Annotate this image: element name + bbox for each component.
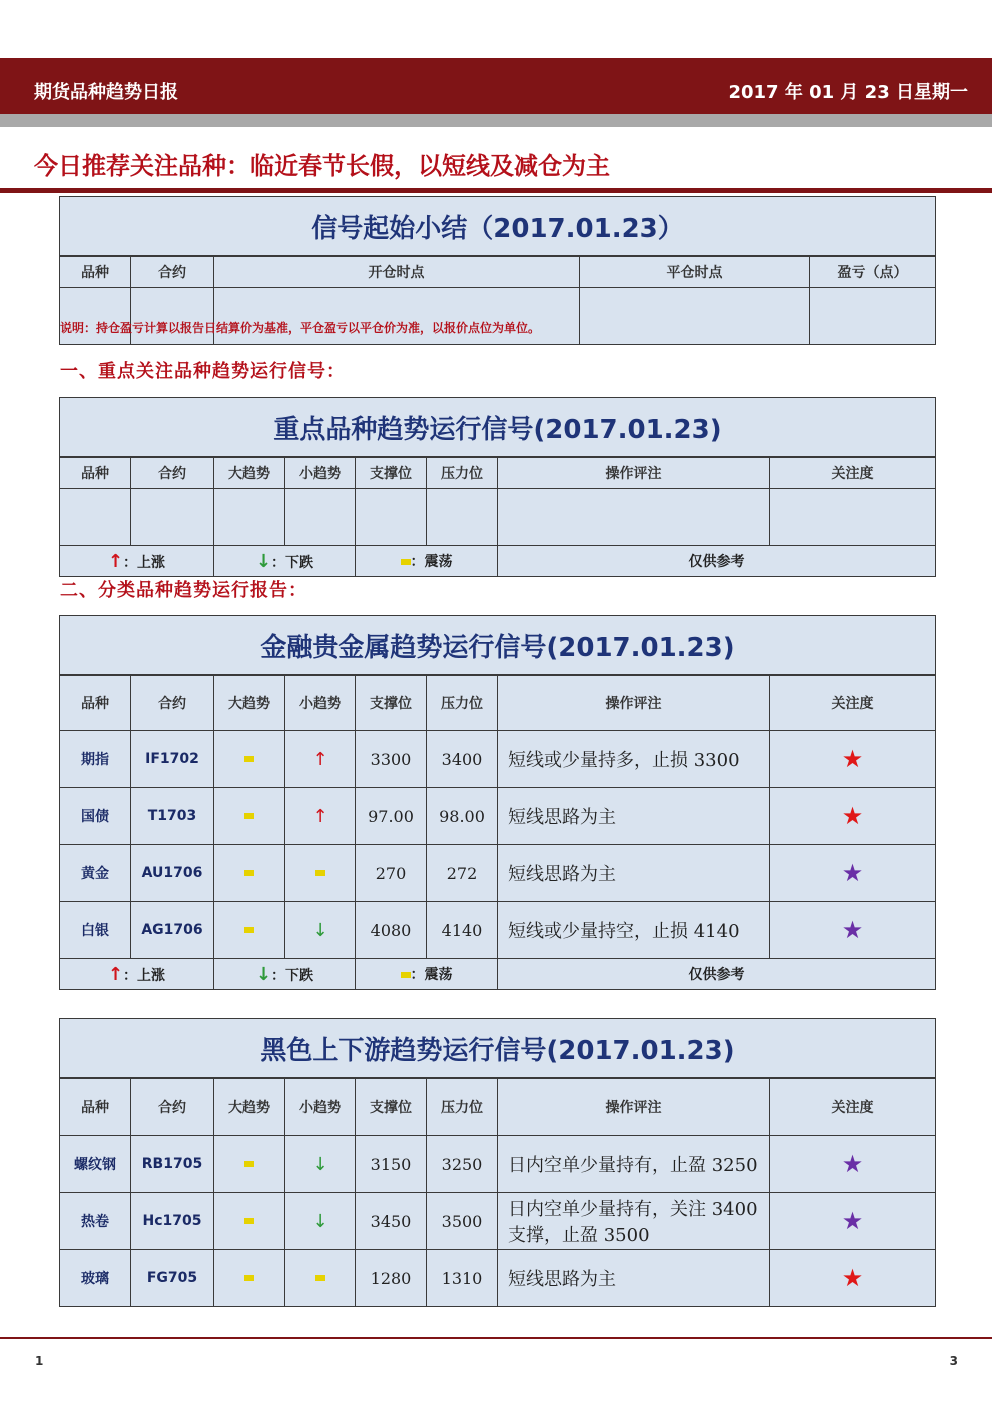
header-support: 支撑位 <box>356 675 427 731</box>
down-arrow-icon: ↓ <box>312 1153 328 1175</box>
key-cell <box>285 489 356 546</box>
summary-header-variety: 品种 <box>60 256 131 288</box>
up-arrow-icon: ↑ <box>312 805 328 827</box>
attention-cell <box>770 731 936 788</box>
header-big-trend: 大趋势 <box>214 1078 285 1136</box>
contract-cell: AU1706 <box>131 845 214 902</box>
summary-title: 信号起始小结（2017.01.23） <box>60 197 936 257</box>
pressure-cell: 98.00 <box>427 788 498 845</box>
small-trend-cell <box>285 731 356 788</box>
header-big-trend: 大趋势 <box>214 457 285 489</box>
small-trend-cell <box>285 845 356 902</box>
down-arrow-icon: ↓ <box>312 1210 328 1232</box>
small-trend-cell <box>285 788 356 845</box>
header-divider <box>0 114 992 127</box>
contract-cell: Hc1705 <box>131 1193 214 1250</box>
red-star-icon: ★ <box>841 1264 864 1292</box>
red-star-icon: ★ <box>841 745 864 773</box>
small-trend-cell <box>285 902 356 959</box>
small-trend-cell <box>285 1250 356 1307</box>
variety-cell: 黄金 <box>60 845 131 902</box>
attention-cell <box>770 902 936 959</box>
legend-up-label: ：上涨 <box>123 967 166 984</box>
pressure-cell: 4140 <box>427 902 498 959</box>
header-variety: 品种 <box>60 457 131 489</box>
purple-star-icon: ★ <box>841 859 864 887</box>
attention-cell <box>770 1250 936 1307</box>
table-row <box>60 1250 936 1307</box>
header-pressure: 压力位 <box>427 675 498 731</box>
big-trend-cell <box>214 1136 285 1193</box>
big-trend-cell <box>214 902 285 959</box>
legend-down <box>214 959 356 990</box>
pressure-cell: 3400 <box>427 731 498 788</box>
header-support: 支撑位 <box>356 1078 427 1136</box>
oscillation-icon <box>244 1161 254 1167</box>
legend-osc <box>356 546 498 577</box>
black-table-title: 黑色上下游趋势运行信号(2017.01.23) <box>60 1019 936 1079</box>
oscillation-icon <box>244 1275 254 1281</box>
header-attention: 关注度 <box>770 675 936 731</box>
focus-divider <box>0 188 992 193</box>
table-row <box>60 788 936 845</box>
key-cell <box>427 489 498 546</box>
header-big-trend: 大趋势 <box>214 675 285 731</box>
attention-cell <box>770 1136 936 1193</box>
support-cell: 4080 <box>356 902 427 959</box>
pressure-cell: 3250 <box>427 1136 498 1193</box>
legend-down-label: ：下跌 <box>271 554 314 571</box>
summary-cell <box>810 288 936 345</box>
summary-header-contract: 合约 <box>131 256 214 288</box>
header-variety: 品种 <box>60 675 131 731</box>
table-row <box>60 731 936 788</box>
pressure-cell: 272 <box>427 845 498 902</box>
pnl-note: 说明：持仓盈亏计算以报告日结算价为基准，平仓盈亏以平仓价为准，以报价点位为单位。 <box>60 321 541 335</box>
summary-header-pnl: 盈亏（点） <box>810 256 936 288</box>
key-cell <box>770 489 936 546</box>
legend-up <box>60 546 214 577</box>
legend-osc <box>356 959 498 990</box>
oscillation-icon <box>401 972 411 978</box>
comment-cell: 日内空单少量持有，止盈 3250 <box>498 1136 770 1193</box>
comment-cell: 短线思路为主 <box>498 788 770 845</box>
variety-cell: 螺纹钢 <box>60 1136 131 1193</box>
variety-cell: 期指 <box>60 731 131 788</box>
support-cell: 1280 <box>356 1250 427 1307</box>
finance-rows <box>60 731 936 959</box>
legend-reference: 仅供参考 <box>498 959 936 990</box>
legend-osc-label: ：震荡 <box>410 554 453 570</box>
table-row <box>60 1193 936 1250</box>
legend-down-label: ：下跌 <box>271 967 314 984</box>
purple-star-icon: ★ <box>841 1207 864 1235</box>
page-number: 3 <box>949 1354 958 1368</box>
top-margin <box>0 0 992 58</box>
support-cell: 97.00 <box>356 788 427 845</box>
small-trend-cell <box>285 1193 356 1250</box>
header-contract: 合约 <box>131 457 214 489</box>
contract-cell: RB1705 <box>131 1136 214 1193</box>
pressure-cell: 1310 <box>427 1250 498 1307</box>
support-cell: 3450 <box>356 1193 427 1250</box>
up-arrow-icon: ↑ <box>107 550 124 572</box>
summary-header-close-time: 平仓时点 <box>580 256 810 288</box>
summary-header-open-time: 开仓时点 <box>214 256 580 288</box>
oscillation-icon <box>401 559 411 565</box>
header-contract: 合约 <box>131 1078 214 1136</box>
header-support: 支撑位 <box>356 457 427 489</box>
table-row <box>60 845 936 902</box>
purple-star-icon: ★ <box>841 916 864 944</box>
contract-cell: T1703 <box>131 788 214 845</box>
key-cell <box>131 489 214 546</box>
key-cell <box>214 489 285 546</box>
header-attention: 关注度 <box>770 457 936 489</box>
comment-cell: 短线或少量持多，止损 3300 <box>498 731 770 788</box>
comment-cell: 短线或少量持空，止损 4140 <box>498 902 770 959</box>
support-cell: 3300 <box>356 731 427 788</box>
header-contract: 合约 <box>131 675 214 731</box>
oscillation-icon <box>244 927 254 933</box>
header-variety: 品种 <box>60 1078 131 1136</box>
comment-cell: 短线思路为主 <box>498 845 770 902</box>
contract-cell: FG705 <box>131 1250 214 1307</box>
black-rows <box>60 1136 936 1307</box>
table-row <box>60 902 936 959</box>
key-cell <box>60 489 131 546</box>
header-pressure: 压力位 <box>427 457 498 489</box>
summary-cell <box>580 288 810 345</box>
finance-table-title: 金融贵金属趋势运行信号(2017.01.23) <box>60 616 936 676</box>
down-arrow-icon: ↓ <box>255 963 272 985</box>
report-date: 2017 年 01 月 23 日星期一 <box>728 82 968 103</box>
header-comment: 操作评注 <box>498 1078 770 1136</box>
footer-divider <box>0 1337 992 1339</box>
key-signal-table <box>59 397 936 577</box>
key-table-title: 重点品种趋势运行信号(2017.01.23) <box>60 398 936 458</box>
big-trend-cell <box>214 845 285 902</box>
variety-cell: 热卷 <box>60 1193 131 1250</box>
variety-cell: 国债 <box>60 788 131 845</box>
oscillation-icon <box>244 870 254 876</box>
finance-signal-table <box>59 615 936 990</box>
header-comment: 操作评注 <box>498 675 770 731</box>
down-arrow-icon: ↓ <box>255 550 272 572</box>
footer-left-number: 1 <box>35 1354 44 1368</box>
key-cell <box>498 489 770 546</box>
big-trend-cell <box>214 1250 285 1307</box>
oscillation-icon <box>315 1275 325 1281</box>
comment-cell: 短线思路为主 <box>498 1250 770 1307</box>
header-attention: 关注度 <box>770 1078 936 1136</box>
legend-up-label: ：上涨 <box>123 554 166 571</box>
oscillation-icon <box>244 1218 254 1224</box>
purple-star-icon: ★ <box>841 1150 864 1178</box>
legend-down <box>214 546 356 577</box>
variety-cell: 玻璃 <box>60 1250 131 1307</box>
big-trend-cell <box>214 731 285 788</box>
black-signal-table <box>59 1018 936 1307</box>
attention-cell <box>770 1193 936 1250</box>
support-cell: 270 <box>356 845 427 902</box>
header-small-trend: 小趋势 <box>285 457 356 489</box>
up-arrow-icon: ↑ <box>107 963 124 985</box>
oscillation-icon <box>244 813 254 819</box>
support-cell: 3150 <box>356 1136 427 1193</box>
table-row <box>60 1136 936 1193</box>
pressure-cell: 3500 <box>427 1193 498 1250</box>
contract-cell: AG1706 <box>131 902 214 959</box>
section-heading-key: 一、重点关注品种趋势运行信号： <box>60 361 345 382</box>
oscillation-icon <box>244 756 254 762</box>
down-arrow-icon: ↓ <box>312 919 328 941</box>
section-heading-category: 二、分类品种趋势运行报告： <box>60 580 307 601</box>
attention-cell <box>770 788 936 845</box>
header-pressure: 压力位 <box>427 1078 498 1136</box>
oscillation-icon <box>315 870 325 876</box>
attention-cell <box>770 845 936 902</box>
header-small-trend: 小趋势 <box>285 1078 356 1136</box>
variety-cell: 白银 <box>60 902 131 959</box>
header-small-trend: 小趋势 <box>285 675 356 731</box>
report-title: 期货品种趋势日报 <box>34 82 178 103</box>
legend-osc-label: ：震荡 <box>410 967 453 983</box>
report-header <box>0 58 992 114</box>
key-cell <box>356 489 427 546</box>
focus-recommendation: 今日推荐关注品种：临近春节长假，以短线及减仓为主 <box>34 152 610 180</box>
small-trend-cell <box>285 1136 356 1193</box>
red-star-icon: ★ <box>841 802 864 830</box>
contract-cell: IF1702 <box>131 731 214 788</box>
up-arrow-icon: ↑ <box>312 748 328 770</box>
comment-cell: 日内空单少量持有，关注 3400 支撑，止盈 3500 <box>498 1193 770 1250</box>
big-trend-cell <box>214 788 285 845</box>
legend-reference: 仅供参考 <box>498 546 936 577</box>
header-comment: 操作评注 <box>498 457 770 489</box>
big-trend-cell <box>214 1193 285 1250</box>
legend-up <box>60 959 214 990</box>
